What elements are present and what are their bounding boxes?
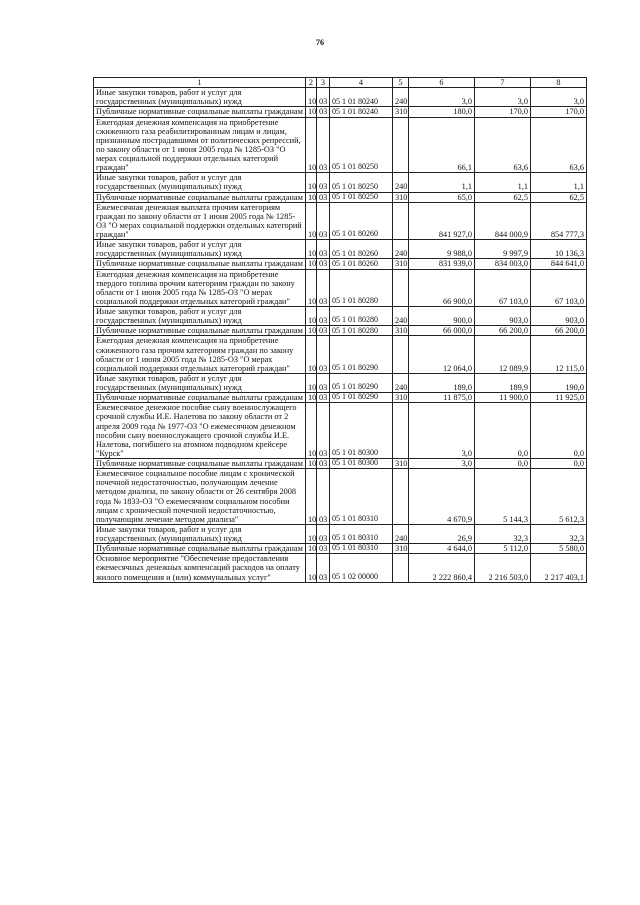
subsection-code-cell: 03 <box>317 393 330 403</box>
table-row <box>94 88 587 107</box>
section-code-cell: 10 <box>306 117 317 173</box>
section-code-cell: 10 <box>306 240 317 259</box>
target-article-cell: 05 1 01 80310 <box>330 469 393 525</box>
year3-amount-cell: 903,0 <box>531 307 587 326</box>
section-code-cell: 10 <box>306 202 317 240</box>
row-name-cell: Иные закупки товаров, работ и услуг для государственных (муниципальных) нужд <box>94 373 306 392</box>
year1-amount-cell: 66,1 <box>409 117 475 173</box>
row-name-cell: Ежегодная денежная компенсация на приобретение сжиженного газа реабилитированным лицам и лицам, признанным пострадавшими от политических репрессий, по закону области от 1 июня 2005 года № 1285-ОЗ "О мерах социальной поддержки отдельных категорий граждан" <box>94 117 306 173</box>
year3-amount-cell: 67 103,0 <box>531 269 587 307</box>
year2-amount-cell: 5 112,0 <box>475 544 531 554</box>
table-row <box>94 107 587 117</box>
row-name-cell: Публичные нормативные социальные выплаты гражданам <box>94 259 306 269</box>
year1-amount-cell: 900,0 <box>409 307 475 326</box>
year1-amount-cell: 66 000,0 <box>409 326 475 336</box>
subsection-code-cell: 03 <box>317 326 330 336</box>
year3-amount-cell: 0,0 <box>531 403 587 459</box>
target-article-cell: 05 1 01 80290 <box>330 393 393 403</box>
header-cell-year3: 8 <box>531 78 587 88</box>
expense-type-cell: 240 <box>393 173 409 192</box>
subsection-code-cell: 03 <box>317 336 330 374</box>
section-code-cell: 10 <box>306 554 317 582</box>
row-name-cell: Иные закупки товаров, работ и услуг для государственных (муниципальных) нужд <box>94 88 306 107</box>
budget-table <box>93 77 587 583</box>
section-code-cell: 10 <box>306 524 317 543</box>
header-cell-expense-type: 5 <box>393 78 409 88</box>
expense-type-cell <box>393 202 409 240</box>
year1-amount-cell: 180,0 <box>409 107 475 117</box>
subsection-code-cell: 03 <box>317 544 330 554</box>
section-code-cell: 10 <box>306 173 317 192</box>
expense-type-cell <box>393 403 409 459</box>
target-article-cell: 05 1 01 80310 <box>330 524 393 543</box>
expense-type-cell <box>393 269 409 307</box>
expense-type-cell: 240 <box>393 88 409 107</box>
year1-amount-cell: 11 875,0 <box>409 393 475 403</box>
section-code-cell: 10 <box>306 459 317 469</box>
target-article-cell: 05 1 01 80250 <box>330 173 393 192</box>
table-body <box>94 88 587 583</box>
section-code-cell: 10 <box>306 259 317 269</box>
section-code-cell: 10 <box>306 544 317 554</box>
subsection-code-cell: 03 <box>317 269 330 307</box>
year2-amount-cell: 0,0 <box>475 459 531 469</box>
year3-amount-cell: 854 777,3 <box>531 202 587 240</box>
year1-amount-cell: 4 644,0 <box>409 544 475 554</box>
section-code-cell: 10 <box>306 403 317 459</box>
subsection-code-cell: 03 <box>317 117 330 173</box>
year1-amount-cell: 65,0 <box>409 192 475 202</box>
expense-type-cell <box>393 469 409 525</box>
year1-amount-cell: 189,0 <box>409 373 475 392</box>
table-row <box>94 192 587 202</box>
row-name-cell: Публичные нормативные социальные выплаты гражданам <box>94 326 306 336</box>
table-row <box>94 554 587 582</box>
year2-amount-cell: 903,0 <box>475 307 531 326</box>
row-name-cell: Ежегодная денежная компенсация на приобретение сжиженного газа прочим категориям граждан по закону области от 1 июня 2005 года № 1285-ОЗ "О мерах социальной поддержки отдельных категорий граждан" <box>94 336 306 374</box>
year1-amount-cell: 3,0 <box>409 459 475 469</box>
year3-amount-cell: 1,1 <box>531 173 587 192</box>
target-article-cell: 05 1 01 80240 <box>330 88 393 107</box>
row-name-cell: Ежемесячная денежная выплата прочим категориям граждан по закону области от 1 июня 2005 года № 1285-ОЗ "О мерах социальной поддержки отдельных категорий граждан" <box>94 202 306 240</box>
target-article-cell: 05 1 01 80290 <box>330 373 393 392</box>
year2-amount-cell: 63,6 <box>475 117 531 173</box>
year3-amount-cell: 190,0 <box>531 373 587 392</box>
table-row <box>94 544 587 554</box>
year1-amount-cell: 841 927,0 <box>409 202 475 240</box>
target-article-cell: 05 1 01 80260 <box>330 240 393 259</box>
expense-type-cell: 240 <box>393 524 409 543</box>
expense-type-cell: 310 <box>393 259 409 269</box>
year1-amount-cell: 9 988,0 <box>409 240 475 259</box>
expense-type-cell: 310 <box>393 459 409 469</box>
section-code-cell: 10 <box>306 107 317 117</box>
header-row <box>94 78 587 88</box>
expense-type-cell: 310 <box>393 192 409 202</box>
target-article-cell: 05 1 01 80260 <box>330 202 393 240</box>
year1-amount-cell: 26,9 <box>409 524 475 543</box>
header-cell-year2: 7 <box>475 78 531 88</box>
year3-amount-cell: 3,0 <box>531 88 587 107</box>
year2-amount-cell: 11 900,0 <box>475 393 531 403</box>
table-row <box>94 259 587 269</box>
target-article-cell: 05 1 01 80250 <box>330 117 393 173</box>
subsection-code-cell: 03 <box>317 240 330 259</box>
header-cell-name: 1 <box>94 78 306 88</box>
target-article-cell: 05 1 01 80240 <box>330 107 393 117</box>
row-name-cell: Иные закупки товаров, работ и услуг для государственных (муниципальных) нужд <box>94 307 306 326</box>
target-article-cell: 05 1 01 80280 <box>330 326 393 336</box>
page-number: 76 <box>316 38 324 47</box>
year2-amount-cell: 67 103,0 <box>475 269 531 307</box>
row-name-cell: Ежемесячное денежное пособие сыну военнослужащего срочной службы И.Е. Налетова по закону области от 2 апреля 2009 года № 1977-ОЗ "О ежемесячном денежном пособии сыну военнослужащего срочной службы И.Е. Налетова, погибшего на атомном подводном крейсере "Курск" <box>94 403 306 459</box>
year3-amount-cell: 11 925,0 <box>531 393 587 403</box>
year3-amount-cell: 12 115,0 <box>531 336 587 374</box>
year2-amount-cell: 834 003,0 <box>475 259 531 269</box>
row-name-cell: Публичные нормативные социальные выплаты гражданам <box>94 393 306 403</box>
table-row <box>94 202 587 240</box>
year1-amount-cell: 3,0 <box>409 88 475 107</box>
year1-amount-cell: 3,0 <box>409 403 475 459</box>
row-name-cell: Публичные нормативные социальные выплаты гражданам <box>94 459 306 469</box>
table-row <box>94 117 587 173</box>
target-article-cell: 05 1 01 80310 <box>330 544 393 554</box>
subsection-code-cell: 03 <box>317 88 330 107</box>
target-article-cell: 05 1 02 00000 <box>330 554 393 582</box>
subsection-code-cell: 03 <box>317 107 330 117</box>
year3-amount-cell: 0,0 <box>531 459 587 469</box>
row-name-cell: Основное мероприятие "Обеспечение предоставления ежемесячных денежных компенсаций расходов на оплату жилого помещения и (или) коммунальных услуг" <box>94 554 306 582</box>
table-row <box>94 326 587 336</box>
year2-amount-cell: 66 200,0 <box>475 326 531 336</box>
header-cell-subsection: 3 <box>317 78 330 88</box>
subsection-code-cell: 03 <box>317 554 330 582</box>
expense-type-cell <box>393 336 409 374</box>
target-article-cell: 05 1 01 80300 <box>330 459 393 469</box>
row-name-cell: Иные закупки товаров, работ и услуг для государственных (муниципальных) нужд <box>94 524 306 543</box>
year3-amount-cell: 62,5 <box>531 192 587 202</box>
subsection-code-cell: 03 <box>317 459 330 469</box>
row-name-cell: Ежегодная денежная компенсация на приобретение твердого топлива прочим категориям граждан по закону области от 1 июня 2005 года № 1285-ОЗ "О мерах социальной поддержки отдельных категорий граждан" <box>94 269 306 307</box>
section-code-cell: 10 <box>306 192 317 202</box>
table-row <box>94 524 587 543</box>
section-code-cell: 10 <box>306 307 317 326</box>
year3-amount-cell: 2 217 403,1 <box>531 554 587 582</box>
year1-amount-cell: 12 064,0 <box>409 336 475 374</box>
year3-amount-cell: 5 612,3 <box>531 469 587 525</box>
subsection-code-cell: 03 <box>317 192 330 202</box>
expense-type-cell: 310 <box>393 326 409 336</box>
table-row <box>94 469 587 525</box>
expense-type-cell: 310 <box>393 544 409 554</box>
section-code-cell: 10 <box>306 469 317 525</box>
year2-amount-cell: 32,3 <box>475 524 531 543</box>
target-article-cell: 05 1 01 80280 <box>330 307 393 326</box>
subsection-code-cell: 03 <box>317 403 330 459</box>
row-name-cell: Публичные нормативные социальные выплаты гражданам <box>94 192 306 202</box>
year1-amount-cell: 831 939,0 <box>409 259 475 269</box>
year2-amount-cell: 0,0 <box>475 403 531 459</box>
year3-amount-cell: 170,0 <box>531 107 587 117</box>
subsection-code-cell: 03 <box>317 202 330 240</box>
section-code-cell: 10 <box>306 373 317 392</box>
target-article-cell: 05 1 01 80250 <box>330 192 393 202</box>
table-row <box>94 393 587 403</box>
section-code-cell: 10 <box>306 393 317 403</box>
year1-amount-cell: 66 900,0 <box>409 269 475 307</box>
year1-amount-cell: 1,1 <box>409 173 475 192</box>
table-row <box>94 173 587 192</box>
header-cell-target-article: 4 <box>330 78 393 88</box>
year3-amount-cell: 32,3 <box>531 524 587 543</box>
table-row <box>94 240 587 259</box>
target-article-cell: 05 1 01 80260 <box>330 259 393 269</box>
year2-amount-cell: 12 089,9 <box>475 336 531 374</box>
year2-amount-cell: 844 000,9 <box>475 202 531 240</box>
year2-amount-cell: 2 216 503,0 <box>475 554 531 582</box>
year3-amount-cell: 66 200,0 <box>531 326 587 336</box>
year2-amount-cell: 62,5 <box>475 192 531 202</box>
table-row <box>94 403 587 459</box>
year1-amount-cell: 2 222 860,4 <box>409 554 475 582</box>
expense-type-cell: 240 <box>393 373 409 392</box>
subsection-code-cell: 03 <box>317 259 330 269</box>
year3-amount-cell: 5 580,0 <box>531 544 587 554</box>
header-cell-section: 2 <box>306 78 317 88</box>
year3-amount-cell: 63,6 <box>531 117 587 173</box>
table-row <box>94 269 587 307</box>
table-row <box>94 459 587 469</box>
row-name-cell: Публичные нормативные социальные выплаты гражданам <box>94 544 306 554</box>
row-name-cell: Публичные нормативные социальные выплаты гражданам <box>94 107 306 117</box>
header-cell-year1: 6 <box>409 78 475 88</box>
year3-amount-cell: 10 136,3 <box>531 240 587 259</box>
subsection-code-cell: 03 <box>317 307 330 326</box>
year2-amount-cell: 189,9 <box>475 373 531 392</box>
row-name-cell: Иные закупки товаров, работ и услуг для государственных (муниципальных) нужд <box>94 240 306 259</box>
table-row <box>94 373 587 392</box>
subsection-code-cell: 03 <box>317 524 330 543</box>
year2-amount-cell: 1,1 <box>475 173 531 192</box>
table-row <box>94 336 587 374</box>
section-code-cell: 10 <box>306 326 317 336</box>
subsection-code-cell: 03 <box>317 173 330 192</box>
expense-type-cell: 310 <box>393 393 409 403</box>
table-row <box>94 307 587 326</box>
subsection-code-cell: 03 <box>317 469 330 525</box>
section-code-cell: 10 <box>306 269 317 307</box>
expense-type-cell: 240 <box>393 240 409 259</box>
expense-type-cell: 240 <box>393 307 409 326</box>
year1-amount-cell: 4 670,9 <box>409 469 475 525</box>
year2-amount-cell: 9 997,9 <box>475 240 531 259</box>
section-code-cell: 10 <box>306 88 317 107</box>
section-code-cell: 10 <box>306 336 317 374</box>
expense-type-cell <box>393 117 409 173</box>
target-article-cell: 05 1 01 80290 <box>330 336 393 374</box>
year2-amount-cell: 3,0 <box>475 88 531 107</box>
row-name-cell: Иные закупки товаров, работ и услуг для государственных (муниципальных) нужд <box>94 173 306 192</box>
target-article-cell: 05 1 01 80300 <box>330 403 393 459</box>
row-name-cell: Ежемесячное социальное пособие лицам с хронической почечной недостаточностью, получающим лечение методом диализа, по закону области от 26 сентября 2008 года № 1833-ОЗ "О ежемесячном социальном пособии лицам с хронической почечной недостаточностью, получающим лечение методом диализа" <box>94 469 306 525</box>
target-article-cell: 05 1 01 80280 <box>330 269 393 307</box>
expense-type-cell: 310 <box>393 107 409 117</box>
year2-amount-cell: 170,0 <box>475 107 531 117</box>
expense-type-cell <box>393 554 409 582</box>
subsection-code-cell: 03 <box>317 373 330 392</box>
year3-amount-cell: 844 641,0 <box>531 259 587 269</box>
year2-amount-cell: 5 144,3 <box>475 469 531 525</box>
